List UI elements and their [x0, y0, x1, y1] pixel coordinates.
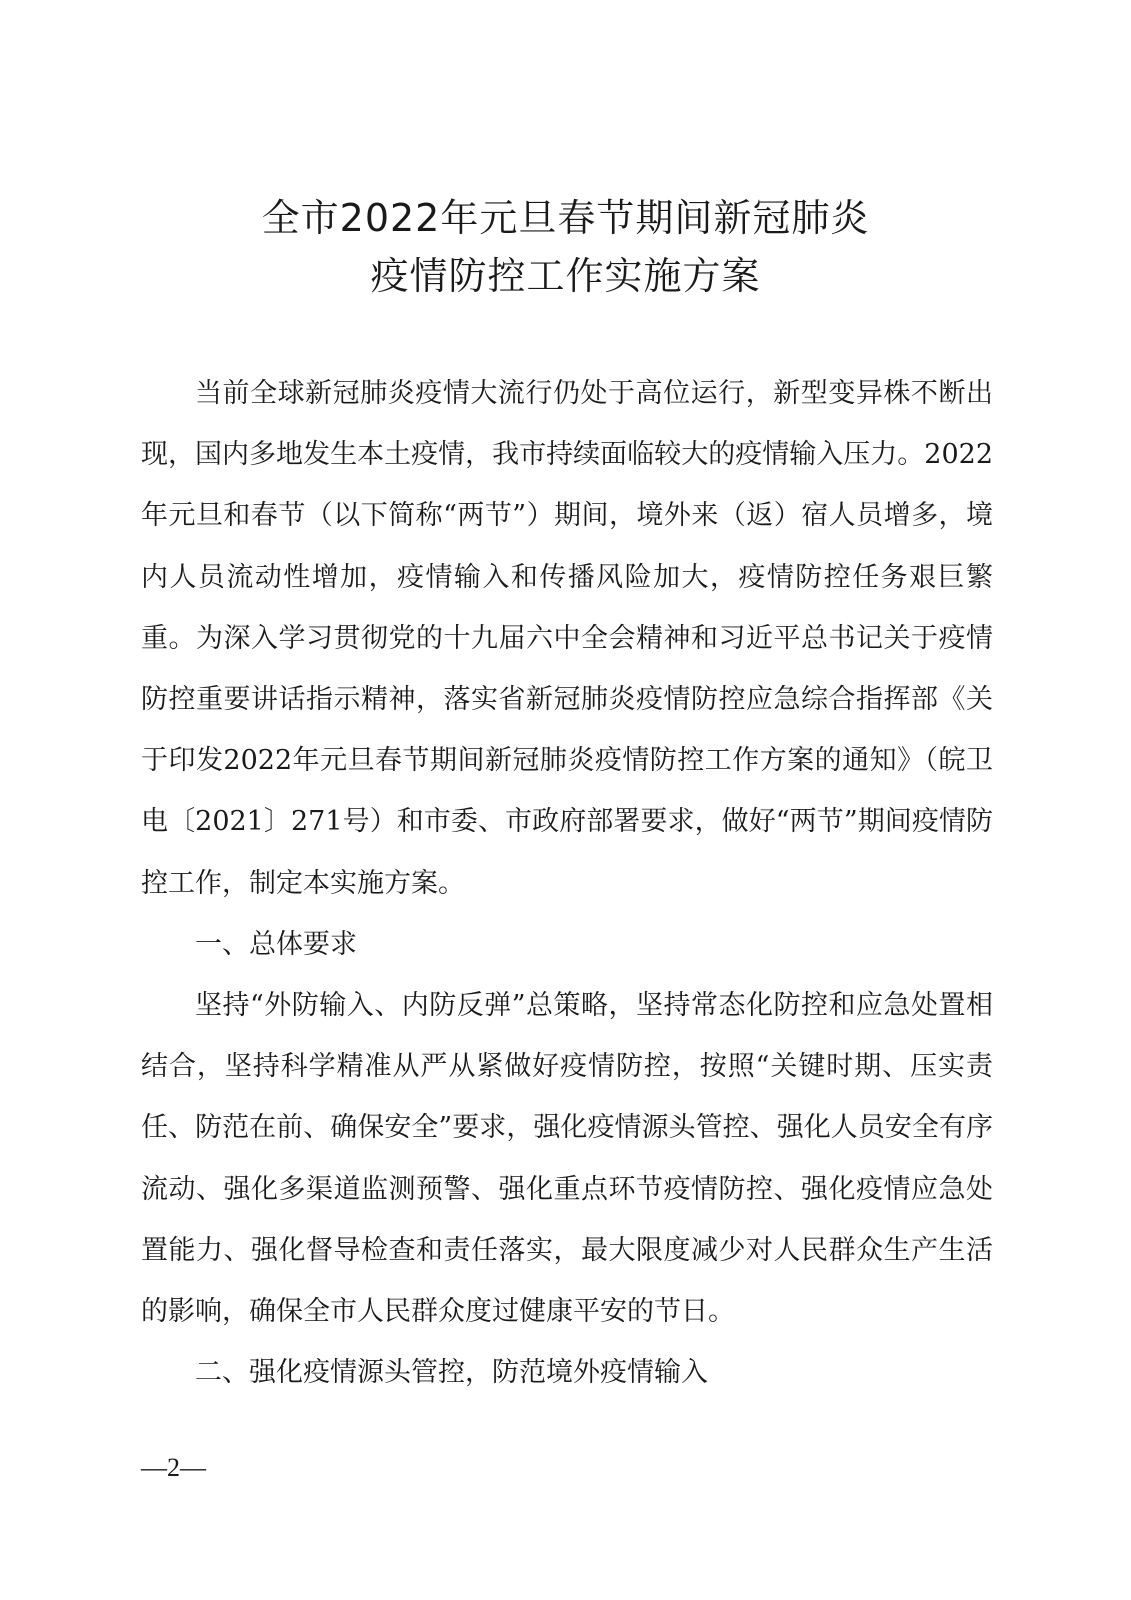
page-number: —2— — [141, 1453, 206, 1482]
section-1-paragraph: 坚持“外防输入、内防反弹”总策略，坚持常态化防控和应急处置相结合，坚持科学精准从严从紧做好疫情防控，按照“关键时期、压实责任、防范在前、确保安全”要求，强化疫情源头管控、强化人员安全有序流动、强化多渠道监测预警、强化重点环节疫情防控、强化疫情应急处置能力、强化督导检查和责任落实，最大限度减少对人民群众生产生活的影响，确保全市人民群众度过健康平安的节日。 — [141, 990, 993, 1328]
section-heading-2: 二、强化疫情源头管控，防范境外疫情输入 — [195, 1357, 708, 1389]
intro-paragraph: 当前全球新冠肺炎疫情大流行仍处于高位运行，新型变异株不断出现，国内多地发生本土疫情，我市持续面临较大的疫情输入压力。2022年元旦和春节（以下简称“两节”）期间，境外来（返）宿人员增多，境内人员流动性增加，疫情输入和传播风险加大，疫情防控任务艰巨繁重。为深入学习贯彻党的十九届六中全会精神和习近平总书记关于疫情防控重要讲话指示精神，落实省新冠肺炎疫情防控应急综合指挥部《关于印发2022年元旦春节期间新冠肺炎疫情防控工作方案的通知》（皖卫电〔2021〕271号）和市委、市政府部署要求，做好“两节”期间疫情防控工作，制定本实施方案。 — [141, 378, 993, 899]
document-title-line-1: 全市2022年元旦春节期间新冠肺炎 — [261, 196, 870, 240]
document-title-line-2: 疫情防控工作实施方案 — [370, 254, 761, 298]
document-body — [141, 363, 993, 1403]
section-heading-1: 一、总体要求 — [195, 928, 357, 960]
